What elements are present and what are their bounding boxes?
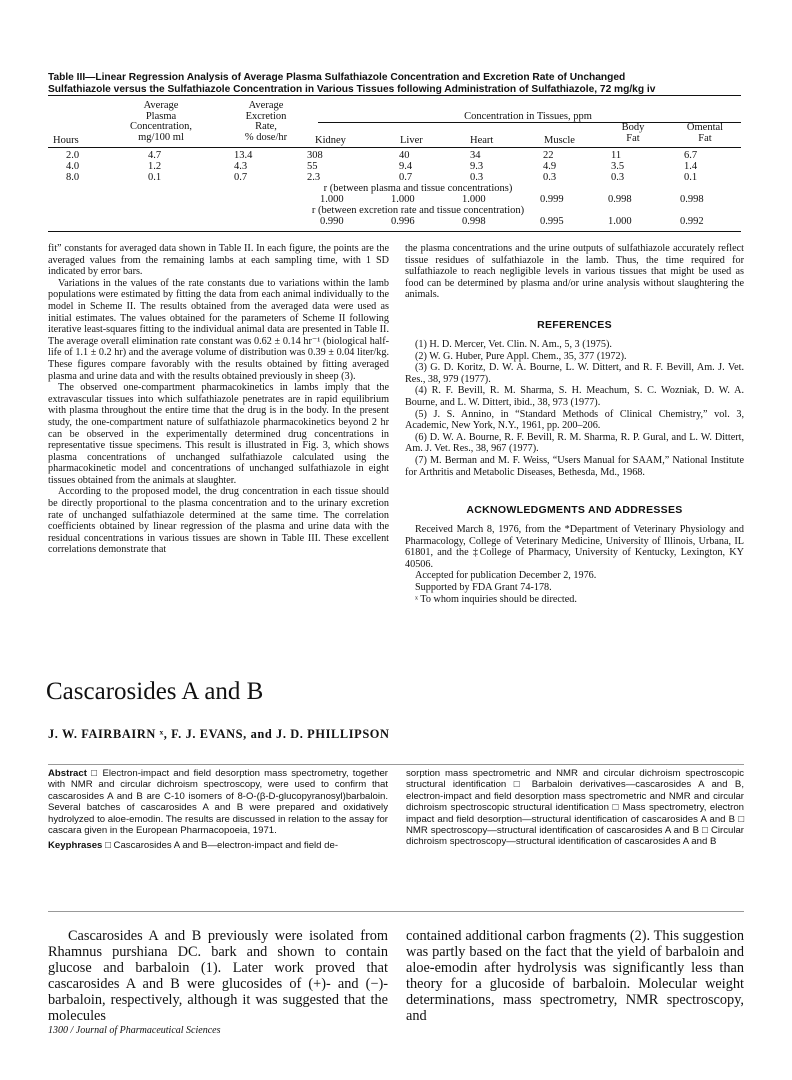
- table-bottom-rule: [48, 231, 741, 232]
- references-heading: REFERENCES: [537, 319, 612, 331]
- reference-item: (5) J. S. Annino, in “Standard Methods of Clinical Chemistry,” vol. 3, Academic, New York, N.Y., 1961, pp. 200–206.: [405, 408, 744, 432]
- header-hours: Hours: [53, 135, 79, 146]
- header-omental-fat: Omental Fat: [686, 122, 724, 144]
- article-authors: J. W. FAIRBAIRN ˣ, F. J. EVANS, and J. D. PHILLIPSON: [48, 727, 390, 741]
- abstract-bottom-rule: [48, 911, 744, 912]
- table-top-rule: [48, 95, 741, 96]
- left-column-text: [48, 243, 389, 556]
- paragraph: fit” constants for averaged data shown in Table II. In each figure, the points are the averaged values from the remaining lambs at each sampling time, with 1 SD indicated by error bars.: [48, 243, 389, 278]
- table-title: [48, 72, 748, 95]
- body-left: Cascarosides A and B previously were isolated from Rhamnus purshiana DC. bark and shown to contain glucose and barbaloin (1). Later work proved that cascarosides A and B were glucosides of (+)- and (−)-barbaloin, respectively, although it was suggested that the molecules: [48, 928, 388, 1025]
- abstract-top-rule: [48, 764, 744, 765]
- table-header: [48, 101, 741, 147]
- page-footer: 1300 / Journal of Pharmaceutical Sciences: [48, 1025, 221, 1036]
- header-excretion: Average Excretion Rate, % dose/hr: [244, 100, 288, 143]
- r-excretion-label: r (between excretion rate and tissue concentration): [311, 205, 525, 216]
- paragraph: According to the proposed model, the drug concentration in each tissue should be directly proportional to the plasma concentration and to the urinary excretion rate of unchanged sulfathiazole determined at the same time. The correlation coefficients obtained by linear regression of the plasma and urine data with the residual concentrations in various tissues are shown in Table III. These excellent correlations demonstrate that: [48, 486, 389, 556]
- reference-item: (2) W. G. Huber, Pure Appl. Chem., 35, 377 (1972).: [415, 350, 627, 362]
- tissues-group-rule: [318, 122, 741, 123]
- ack-text: Received March 8, 1976, from the *Department of Veterinary Physiology and Pharmacology, College of Veterinary Medicine, University of Illinois, Urbana, IL 61801, and the ‡College of Pharmacy, University of Kentucky, Lexington, KY 40506. Accepted for publication December 2, 1976. Supported by FDA Grant 74-178. ˣ To whom inquiries should be directed.: [405, 524, 744, 605]
- r-plasma-label: r (between plasma and tissue concentrations): [323, 183, 513, 194]
- reference-item: (3) G. D. Koritz, D. W. A. Bourne, L. W. Dittert, and R. F. Bevill, Am. J. Vet. Res., 38, 979 (1977).: [405, 362, 744, 385]
- table-title-line-1: Table III—Linear Regression Analysis of Average Plasma Sulfathiazole Concentration and Excretion Rate of Unchanged: [48, 72, 626, 83]
- abstract-left: Abstract □ Electron-impact and field desorption mass spectrometry, together with NMR and circular dichroism spectroscopy, were used to confirm that cascarosides A and B are C-10 isomers of 8-O-(β-D-glucopyranosyl)barbaloin. Several batches of cascarosides A and B were prepared and oxidatively hydrolyzed to aloe-emodin. The results are discussed in relation to the assay for cascara given in the European Pharmacopoeia, 1971. Keyphrases □ Cascarosides A and B—electron-impact and field de-: [48, 768, 388, 852]
- reference-item: (6) D. W. A. Bourne, R. F. Bevill, R. M. Sharma, R. P. Gural, and L. W. Dittert, Am. J. Vet. Res., 38, 967 (1977).: [405, 431, 744, 455]
- header-muscle: Muscle: [544, 135, 575, 146]
- header-kidney: Kidney: [315, 135, 346, 146]
- reference-item: (4) R. F. Bevill, R. M. Sharma, S. H. Meachum, S. C. Wozniak, D. W. A. Bourne, and L. W. Dittert, ibid., 38, 973 (1977).: [405, 385, 744, 408]
- header-body-fat: Body Fat: [621, 122, 645, 144]
- paragraph: Variations in the values of the rate constants due to variations within the lamb populations were estimated by fitting the data from each animal individually to the model in Scheme II. The results obtained from the averaged data were used as initial estimates. The values obtained for the parameters of Scheme II following iterative least-squares fitting to the individual animal data are presented in Table II. The average overall elimination rate constant was 0.62 ± 0.14 hr⁻¹ (biological half-life of 1.1 ± 0.2 hr) and the average volume of distribution was 0.39 ± 0.04 liter/kg. These figures compare favorably with the results obtained by fitting averaged plasma and urine data and with the results obtained previously in sheep (3).: [48, 277, 389, 382]
- ack-heading: ACKNOWLEDGMENTS AND ADDRESSES: [466, 504, 683, 516]
- right-column-intro: the plasma concentrations and the urine outputs of sulfathiazole accurately reflect tissue residues of sulfathiazole in the lamb. Thus, the time required for sulfathiazole to reach negligible levels in various tissues that might be used as food can be determined by plasma and/or urine analysis without slaughtering the animals.: [405, 243, 744, 301]
- header-plasma: Average Plasma Concentration, mg/100 ml: [129, 100, 193, 143]
- paragraph: The observed one-compartment pharmacokinetics in lambs imply that the extravascular tissues into which sulfathiazole penetrates are in rapid equilibrium with plasma throughout the entire time that the drug is in the body. In the present study, the one-compartment nature of sulfathiazole pharmacokinetics beyond 2 hr can be observed in the experimentally determined drug concentrations in representative tissue specimens. This result is illustrated in Fig. 3, which shows plasma concentrations of unchanged sulfathiazole calculated using the pharmacokinetic model and concentrations of unchanged sulfathiazole in eight tissues obtained from the animals at slaughter.: [48, 382, 389, 486]
- abstract-right: sorption mass spectrometric and NMR and circular dichroism spectroscopic structural identification □ Barbaloin derivatives—cascarosides A and B, electron-impact and field desorption mass spectrometric and NMR and circular dichroism spectroscopic structural identification □ Mass spectrometry, electron impact and field desorption—structural identification of cascarosides A and B □ NMR spectroscopy—structural identification of cascarosides A and B □ Circular dichroism spectroscopy—structural identification of cascarosides A and B: [406, 768, 744, 848]
- table-title-line-2: Sulfathiazole versus the Sulfathiazole Concentration in Various Tissues following Administration of Sulfathiazole, 72 mg/kg iv: [48, 83, 656, 95]
- references-list: [405, 339, 744, 478]
- reference-item: (7) M. Berman and M. F. Weiss, “Users Manual for SAAM,” National Institute for Arthritis and Metabolic Diseases, Bethesda, Md., 1968.: [405, 454, 744, 478]
- body-right: contained additional carbon fragments (2). This suggestion was partly based on the fact that the yield of barbaloin and aloe-emodin after hydrolysis was significantly less than theory for a glucoside of barbaloin. Molecular weight determinations, mass spectrometry, NMR spectroscopy, and: [406, 928, 744, 1025]
- article-title: Cascarosides A and B: [46, 678, 264, 705]
- header-tissues-group: Concentration in Tissues, ppm: [464, 111, 592, 122]
- table-header-rule: [48, 147, 741, 148]
- abstract-text: Electron-impact and field desorption mass spectrometry, together with NMR and circular dichroism spectroscopy, were used to confirm that cascarosides A and B are C-10 isomers of 8-O-(β-D-glucopyranosyl)barbaloin. Several batches of cascarosides A and B were prepared and oxidatively hydrolyzed to aloe-emodin. The results are discussed in relation to the assay for cascara given in the European Pharmacopoeia, 1971.: [48, 768, 388, 837]
- reference-item: (1) H. D. Mercer, Vet. Clin. N. Am., 5, 3 (1975).: [415, 339, 612, 350]
- header-liver: Liver: [400, 135, 423, 146]
- keyphrases-left: Cascarosides A and B—electron-impact and field de-: [113, 840, 339, 852]
- header-heart: Heart: [470, 135, 494, 146]
